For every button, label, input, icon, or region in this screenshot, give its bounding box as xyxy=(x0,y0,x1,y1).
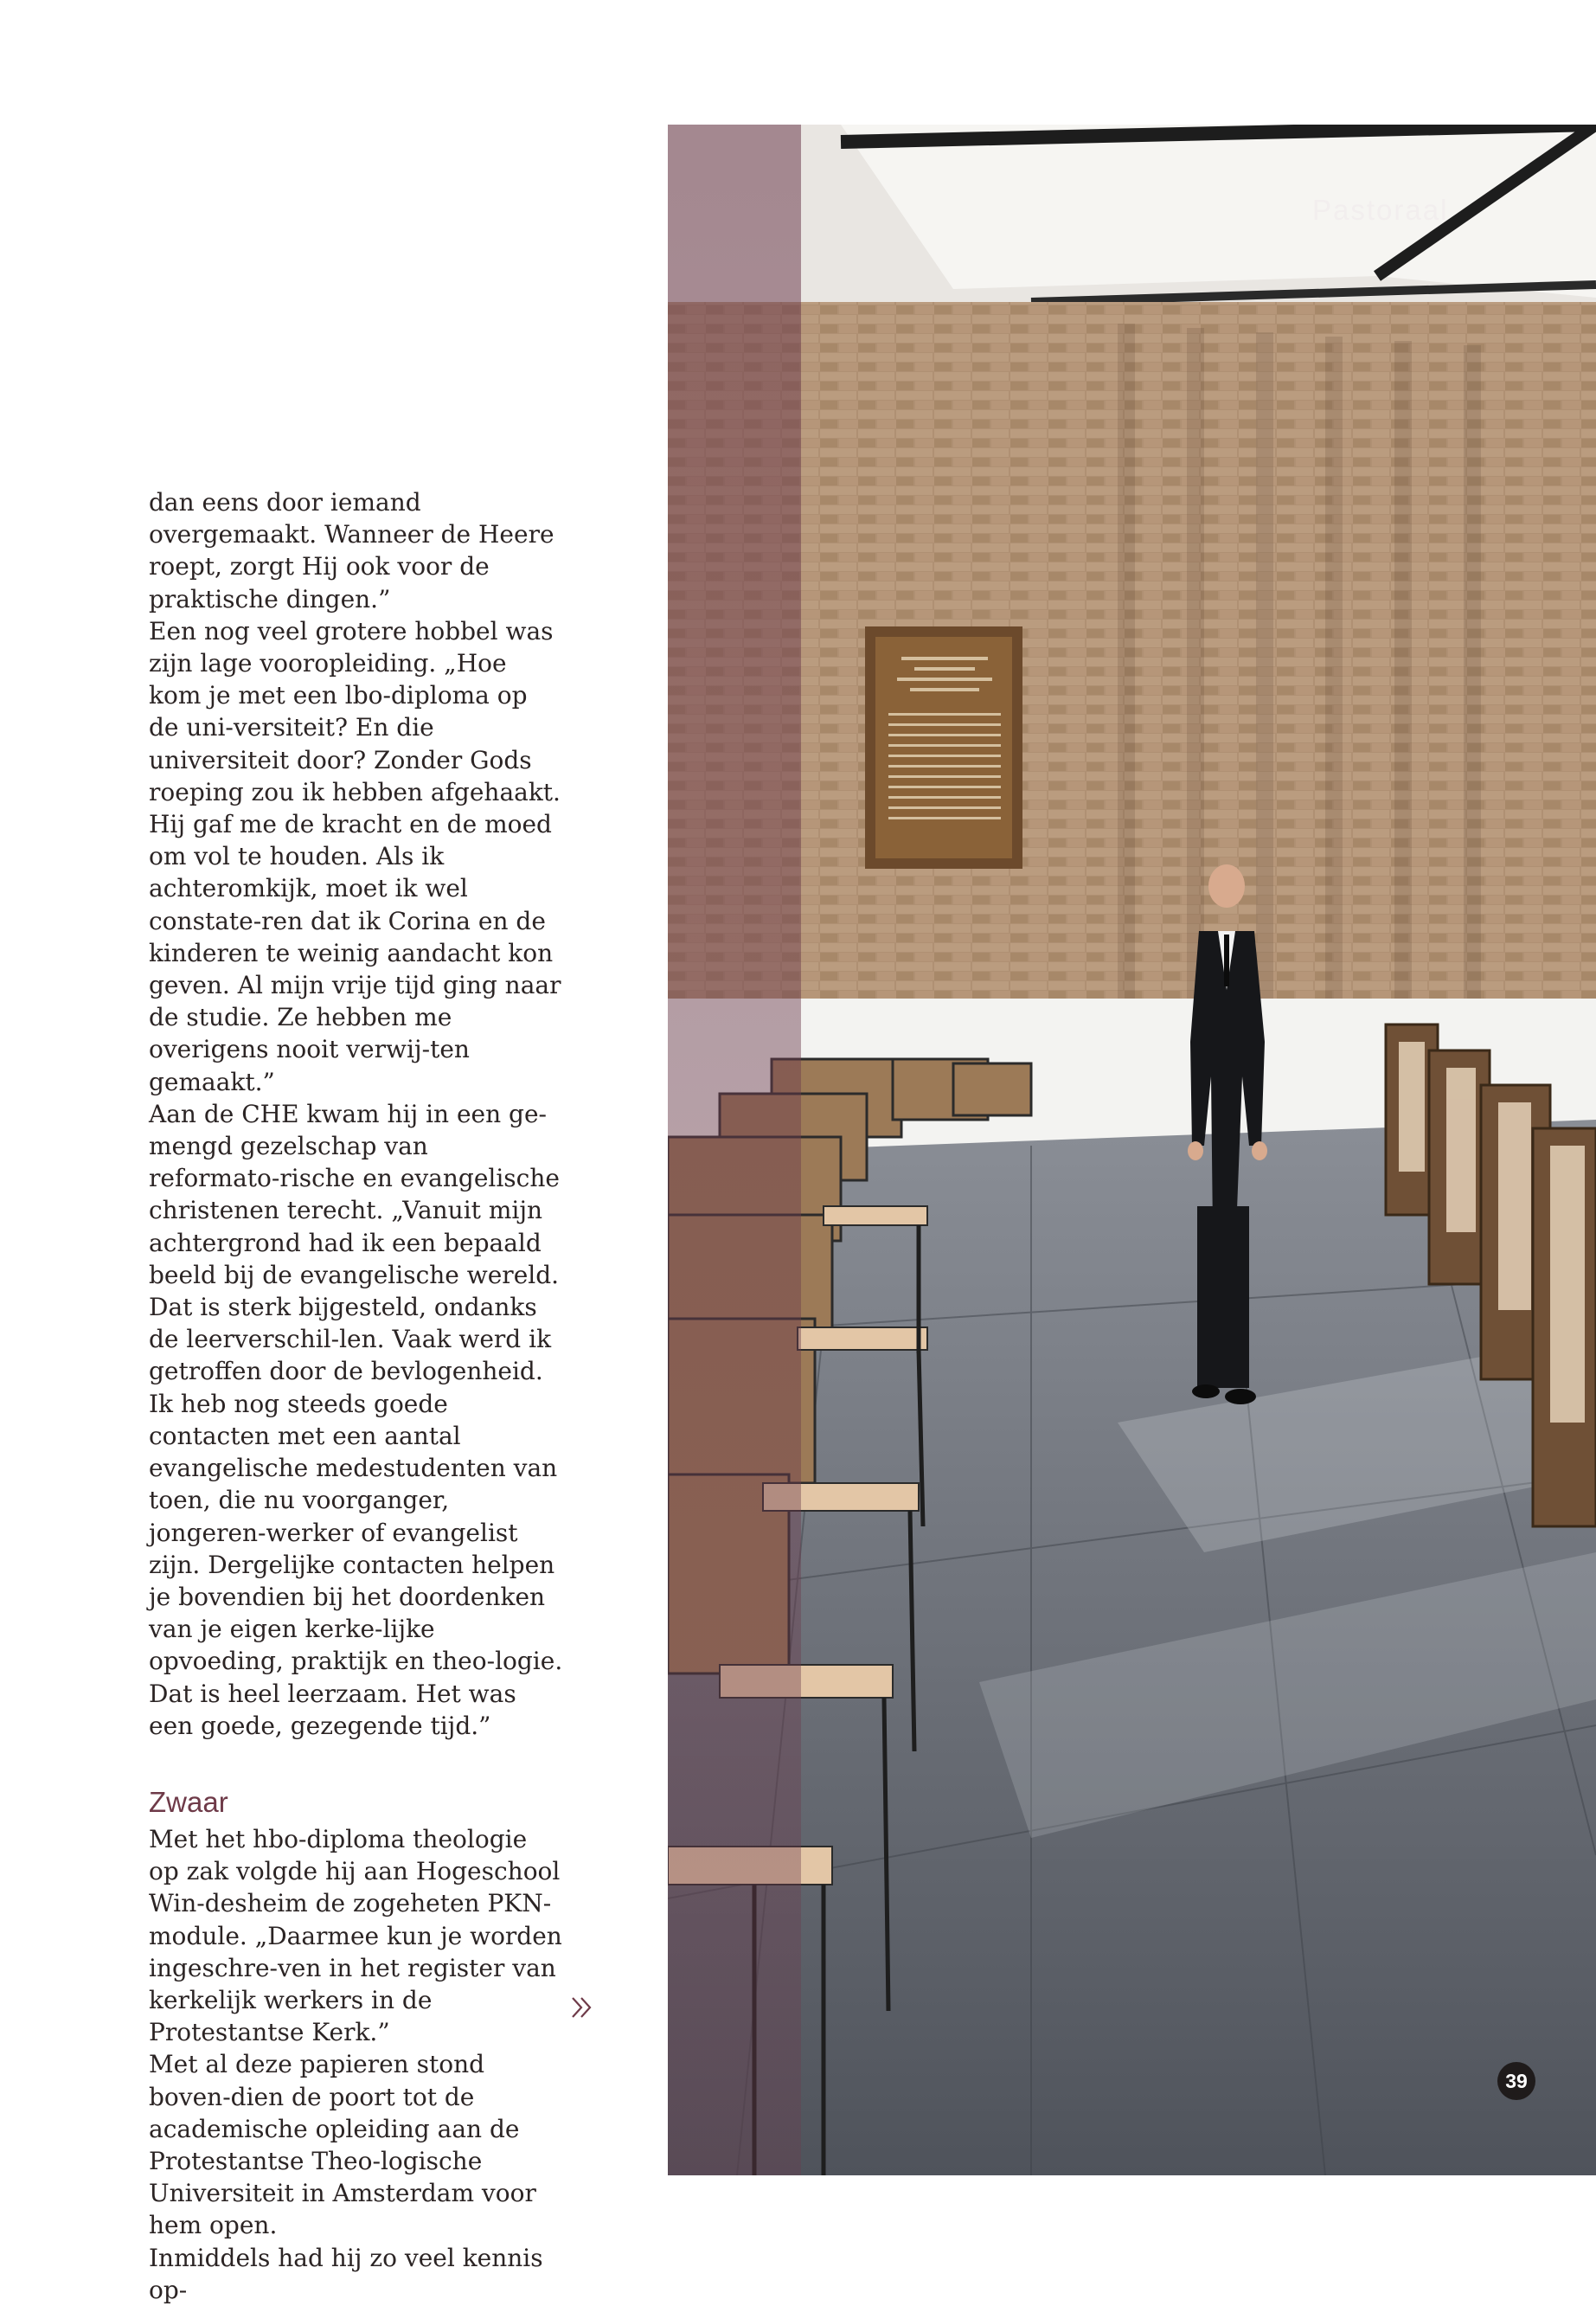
paragraph: Met al deze papieren stond boven-dien de poort tot de academische opleiding aan de Protestantse Theo-logische Universiteit in Amsterdam voor hem open. xyxy=(149,2050,536,2240)
page-number-badge: 39 xyxy=(1497,2062,1535,2100)
photo-illustration xyxy=(668,125,1596,2175)
double-chevron-right-icon xyxy=(567,1992,599,2023)
paragraph: Aan de CHE kwam hij in een ge-mengd gezelschap van reformato-rische en evangelische christenen terecht. „Vanuit mijn achtergrond had ik een bepaald beeld bij de evangelische wereld. Dat is sterk bijgesteld, ondanks de leerverschil-len. Vaak werd ik getroffen door de bevlogenheid. Ik heb nog steeds goede contacten met een aantal evangelische medestudenten van toen, die nu voorganger, jongeren-werker of evangelist zijn. Dergelijke contacten helpen je bovendien bij het doordenken van je eigen kerke-lijke opvoeding, praktijk en theo-logie. Dat is heel leerzaam. Het was een goede, gezegende tijd.” xyxy=(149,1099,563,1740)
section-label: Pastoraal xyxy=(1312,194,1449,226)
subheading: Zwaar xyxy=(149,1785,228,1818)
paragraph: Inmiddels had hij zo veel kennis op- xyxy=(149,2243,543,2304)
article-text-column xyxy=(149,486,564,2306)
paragraph: dan eens door iemand overgemaakt. Wanneer de Heere roept, zorgt Hij ook voor de praktische dingen.” xyxy=(149,488,554,613)
paragraph: Een nog veel grotere hobbel was zijn lage vooropleiding. „Hoe kom je met een lbo-diploma op de uni-versiteit? En die universiteit door? Zonder Gods roeping zou ik hebben afgehaakt. Hij gaf me de kracht en de moed om vol te houden. Als ik achteromkijk, moet ik wel constate-ren dat ik Corina en de kinderen te weinig aandacht kon geven. Al mijn vrije tijd ging naar de studie. Ze hebben me overigens nooit verwij-ten gemaakt.” xyxy=(149,616,561,1096)
church-interior-photo xyxy=(668,125,1596,2175)
paragraph: Met het hbo-diploma theologie op zak volgde hij aan Hogeschool Win-desheim de zogeheten PKN-module. „Daarmee kun je worden ingeschre-ven in het register van kerkelijk werkers in de Protestantse Kerk.” xyxy=(149,1824,562,2047)
